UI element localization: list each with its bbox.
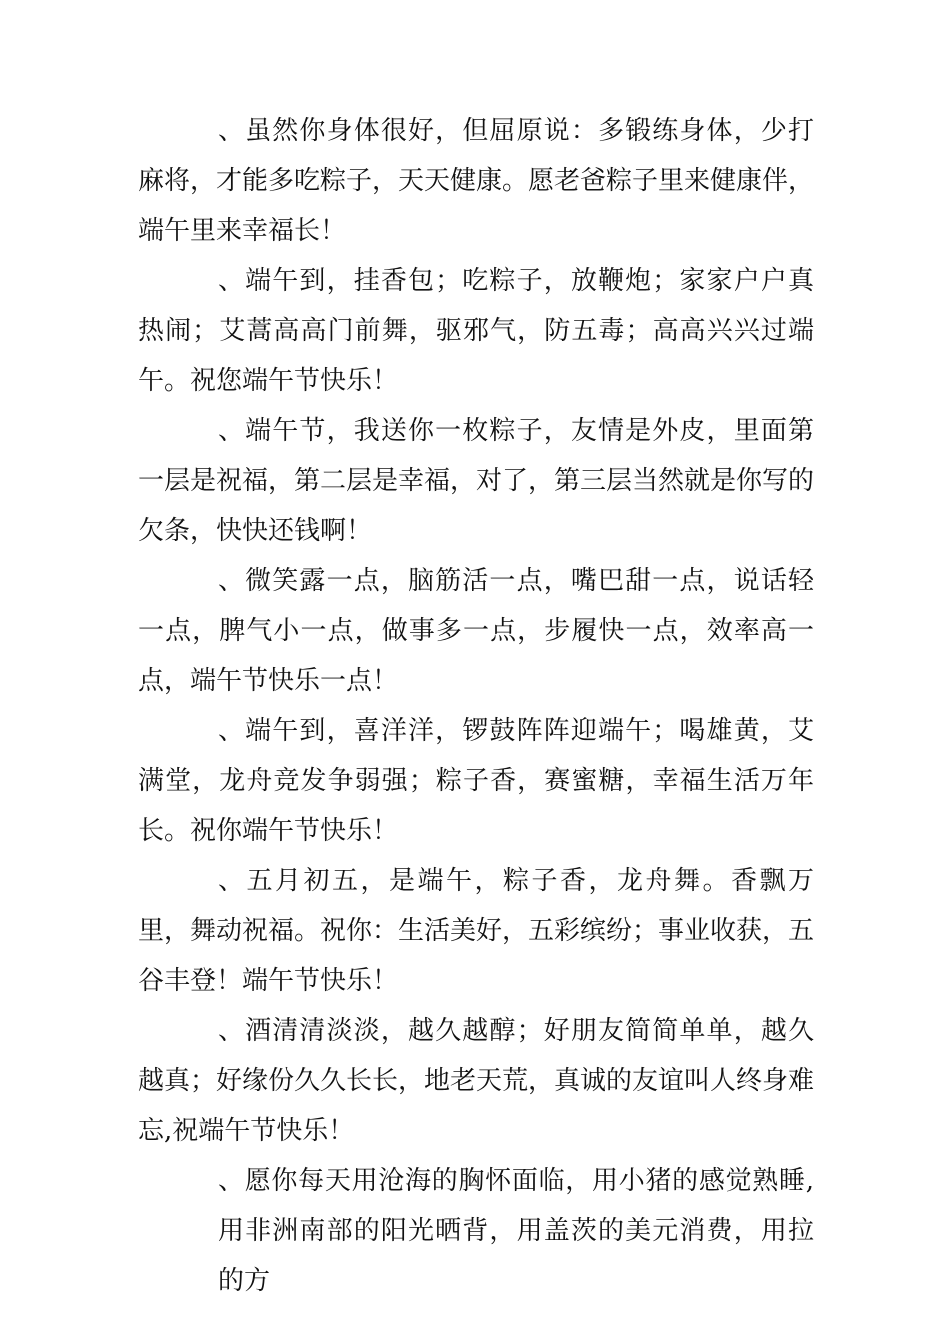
paragraph-2: 、端午到，挂香包；吃粽子，放鞭炮；家家户户真热闹；艾蒿高高门前舞，驱邪气，防五毒；高高兴兴过端午。祝您端午节快乐！ [138,266,814,396]
paragraph-3: 、端午节，我送你一枚粽子，友情是外皮，里面第一层是祝福，第二层是幸福，对了，第三层当然就是你写的欠条，快快还钱啊！ [138,416,815,546]
paragraph-8: 、愿你每天用沧海的胸怀面临，用小猪的感觉熟睡,用非洲南部的阳光晒背，用盖茨的美元消费，用拉的方 [218,1166,814,1296]
paragraph-5: 、端午到，喜洋洋，锣鼓阵阵迎端午；喝雄黄，艾满堂，龙舟竞发争弱强；粽子香，赛蜜糖，幸福生活万年长。祝你端午节快乐！ [138,716,814,846]
paragraph-7: 、酒清清淡淡，越久越醇；好朋友简简单单，越久越真；好缘份久久长长，地老天荒，真诚的友谊叫人终身难忘,祝端午节快乐！ [138,1016,815,1146]
paragraph-1: 、虽然你身体很好，但屈原说：多锻练身体，少打麻将，才能多吃粽子，天天健康。愿老爸粽子里来健康伴，端午里来幸福长！ [138,116,815,246]
paragraph-6: 、五月初五，是端午，粽子香，龙舟舞。香飘万里，舞动祝福。祝你：生活美好，五彩缤纷；事业收获，五谷丰登！端午节快乐！ [138,866,815,996]
paragraph-4: 、微笑露一点，脑筋活一点，嘴巴甜一点，说话轻一点，脾气小一点，做事多一点，步履快一点，效率高一点，端午节快乐一点！ [138,566,814,696]
document-body [138,106,815,1296]
